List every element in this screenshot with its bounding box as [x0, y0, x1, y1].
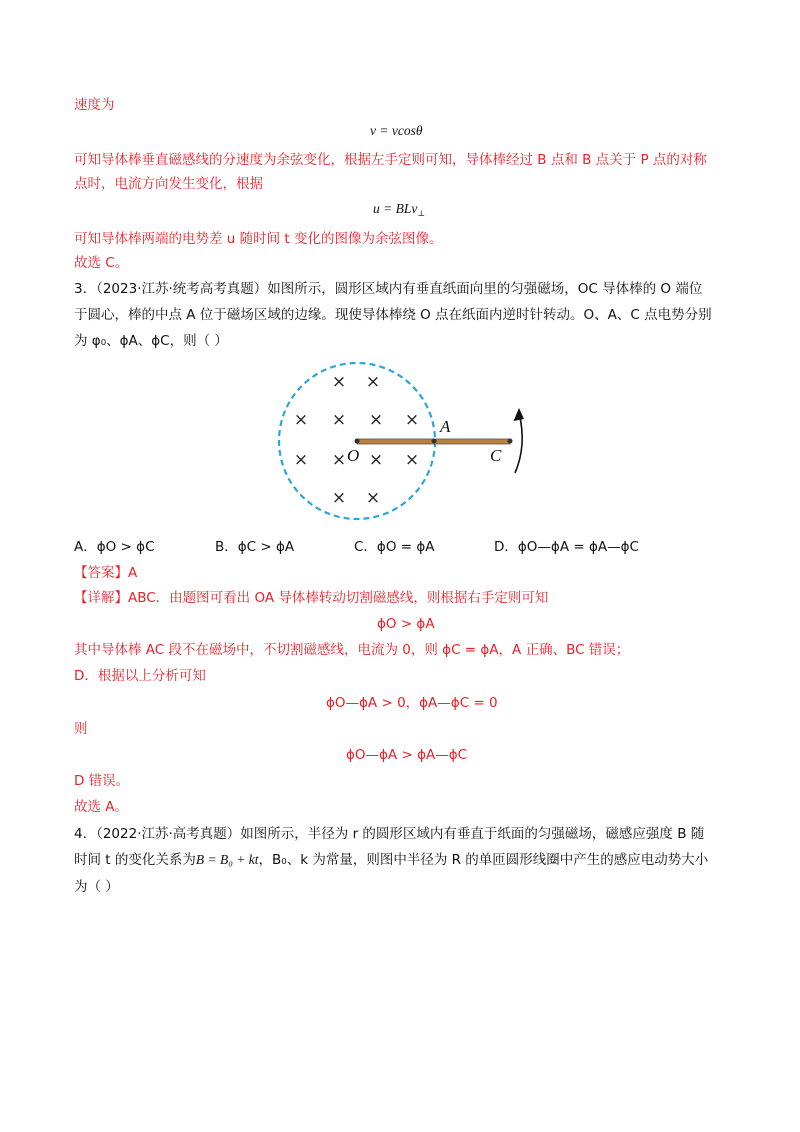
point-O [355, 439, 360, 444]
sol2-choice: 故选 C。 [74, 255, 129, 271]
q3-line2: 于圆心，棒的中点 A 位于磁场区域的边缘。现使导体棒绕 O 点在纸面内逆时针转动。O、A、C 点电势分别 [74, 307, 712, 323]
q3-eq2: ϕO—ϕA > 0，ϕA—ϕC = 0 [326, 695, 498, 711]
formula-u-main: u = BLv [373, 201, 418, 216]
q4-line1: 4．（2022·江苏·高考真题）如图所示，半径为 r 的圆形区域内有垂直于纸面的匀强磁场，磁感应强度 B 随 [74, 826, 705, 842]
sol2-line3: 可知导体棒两端的电势差 u 随时间 t 变化的图像为余弦图像。 [74, 231, 443, 247]
cross-mark: × [404, 450, 420, 470]
cross-mark: × [293, 410, 309, 430]
cross-mark: × [293, 450, 309, 470]
q3-d-wrong: D 错误。 [74, 773, 130, 789]
cross-mark: × [368, 450, 384, 470]
q4-line2-a: 时间 t 的变化关系为 [74, 852, 196, 868]
q3-line1: 3．（2023·江苏·统考高考真题）如图所示，圆形区域内有垂直纸面向里的匀强磁场，OC 导体棒的 O 端位 [74, 281, 703, 297]
q3-answer: 【答案】A [74, 565, 138, 581]
q3-then: 则 [74, 721, 88, 737]
label-A: A [440, 417, 451, 436]
option-d: D．ϕO—ϕA = ϕA—ϕC [494, 539, 639, 555]
q3-choice: 故选 A。 [74, 799, 129, 815]
cross-mark: × [404, 410, 420, 430]
cross-mark: × [331, 410, 347, 430]
rotation-arrow [515, 413, 522, 473]
cross-mark: × [368, 410, 384, 430]
speed-label: 速度为 [74, 97, 115, 113]
q4-formula: B = B₀ + kt [195, 852, 259, 867]
cross-mark: × [331, 372, 347, 392]
option-a: A．ϕO > ϕC [74, 539, 155, 555]
q3-detail2: 其中导体棒 AC 段不在磁场中，不切割磁感线，电流为 0，则 ϕC = ϕA，A 正确、BC 错误； [74, 642, 630, 658]
q4-line2 [74, 850, 708, 870]
q3-eq3: ϕO—ϕA > ϕA—ϕC [346, 747, 468, 763]
q4-line2-b: ，B₀、k 为常量，则图中半径为 R 的单匝圆形线圈中产生的感应电动势大小 [258, 852, 709, 868]
point-A [432, 439, 437, 444]
label-C: C [490, 446, 502, 465]
cross-mark: × [331, 488, 347, 508]
option-c: C．ϕO = ϕA [354, 539, 435, 555]
sol2-line2: 点时，电流方向发生变化，根据 [74, 176, 263, 192]
label-O: O [347, 446, 360, 465]
rotation-arrowhead [514, 408, 525, 421]
sol2-line1: 可知导体棒垂直磁感线的分速度为余弦变化，根据左手定则可知，导体棒经过 B 点和 B 点关于 P 点的对称 [74, 152, 707, 168]
formula-v: v = vcosθ [370, 123, 423, 138]
option-b: B．ϕC > ϕA [215, 539, 295, 555]
cross-mark: × [365, 372, 381, 392]
q3-line3: 为 φ₀、ϕA、ϕC，则（ ） [74, 333, 228, 349]
q3-detail1: 【详解】ABC．由题图可看出 OA 导体棒转动切割磁感线，则根据右手定则可知 [74, 590, 549, 606]
cross-mark: × [365, 488, 381, 508]
point-C [508, 439, 513, 444]
cross-mark: × [331, 450, 347, 470]
q3-eq1: ϕO > ϕA [377, 616, 435, 632]
formula-u-sub: ⊥ [417, 209, 425, 218]
q3-detail3: D．根据以上分析可知 [74, 668, 206, 684]
q4-line3: 为（ ） [74, 879, 119, 895]
